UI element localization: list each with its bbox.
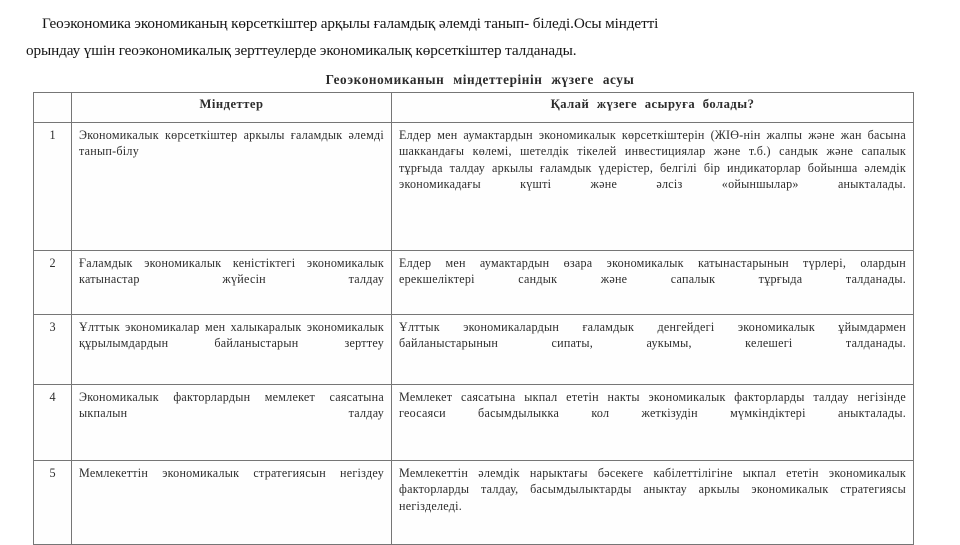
row-how (392, 385, 914, 461)
row-how-text: Мемлекеттін әлемдік нарыктағы бәсекеге кабілеттілігіне ыкпал ететін экономикалык факторларды талдау, басымдылыктарды аныктау аркылы экономикалык стратегиясы негізделеді. (399, 466, 906, 513)
table-row (34, 461, 914, 545)
intro-line-1: Геоэкономика экономиканың көрсеткіштер арқылы ғаламдық әлемді танып- біледі.Осы міндетті (42, 15, 659, 32)
row-number: 2 (34, 251, 72, 315)
row-number: 4 (34, 385, 72, 461)
column-header-task: Міндеттер (72, 93, 392, 123)
table-container (33, 92, 913, 545)
row-number: 1 (34, 123, 72, 251)
intro-paragraph (26, 10, 926, 64)
row-how (392, 315, 914, 385)
table-body (34, 123, 914, 545)
row-task (72, 461, 392, 545)
row-task-text: Экономикалык көрсеткіштер аркылы ғаламдык әлемді танып-білу (79, 128, 384, 159)
table-row (34, 385, 914, 461)
row-task (72, 123, 392, 251)
row-task-text: Мемлекеттін экономикалык стратегиясын негіздеу (79, 466, 384, 480)
table-row (34, 251, 914, 315)
row-task (72, 385, 392, 461)
row-how (392, 123, 914, 251)
column-header-how: Қалай жүзеге асыруға болады? (392, 93, 914, 123)
row-task-text: Ғаламдык экономикалык кеністіктегі экономикалык катынастар жүйесін талдау (79, 256, 384, 287)
table-caption: Геоэкономиканын міндеттерінін жүзеге асуы (325, 72, 635, 87)
table-row (34, 123, 914, 251)
table-header-row (34, 93, 914, 123)
row-number: 3 (34, 315, 72, 385)
row-task (72, 251, 392, 315)
row-how-text: Ұлттык экономикалардын ғаламдык денгейдегі экономикалык ұйымдармен байланыстарынын сипаты, аукымы, келешегі талданады. (399, 320, 906, 351)
row-how-text: Елдер мен аумактардын өзара экономикалык катынастарынын түрлері, олардын ерекшеліктері сандык және сапалык тұрғыда талданады. (399, 256, 906, 287)
table-header (34, 93, 914, 123)
row-how (392, 461, 914, 545)
row-how (392, 251, 914, 315)
row-task-text: Ұлттык экономикалар мен халыкаралык экономикалык құрылымдардын байланыстарын зерттеу (79, 320, 384, 351)
intro-line-2: орындау үшін геоэкономикалық зерттеулерде экономикалық көрсеткіштер талданады. (26, 42, 577, 59)
column-header-number (34, 93, 72, 123)
table-row (34, 315, 914, 385)
row-number: 5 (34, 461, 72, 545)
row-task-text: Экономикалык факторлардын мемлекет саясатына ыкпалын талдау (79, 390, 384, 421)
row-task (72, 315, 392, 385)
row-how-text: Елдер мен аумактардын экономикалык көрсеткіштерін (ЖІӨ-нін жалпы және жан басына шаккандағы көлемі, шетелдік тікелей инвестициялар және т.б.) сандык және сапалык тұрғыда талдау аркылы ғаламдык үдерістер, белгілі бір индикаторлар бойынша әлемдік экономикадағы күшті және әлсіз «ойыншылар» аныкталады. (399, 128, 906, 192)
row-how-text: Мемлекет саясатына ыкпал ететін накты экономикалык факторларды талдау негізінде геосаяси басымдылыкка кол жеткізудін мүмкіндіктері аныкталады. (399, 390, 906, 421)
tasks-table (33, 92, 914, 545)
